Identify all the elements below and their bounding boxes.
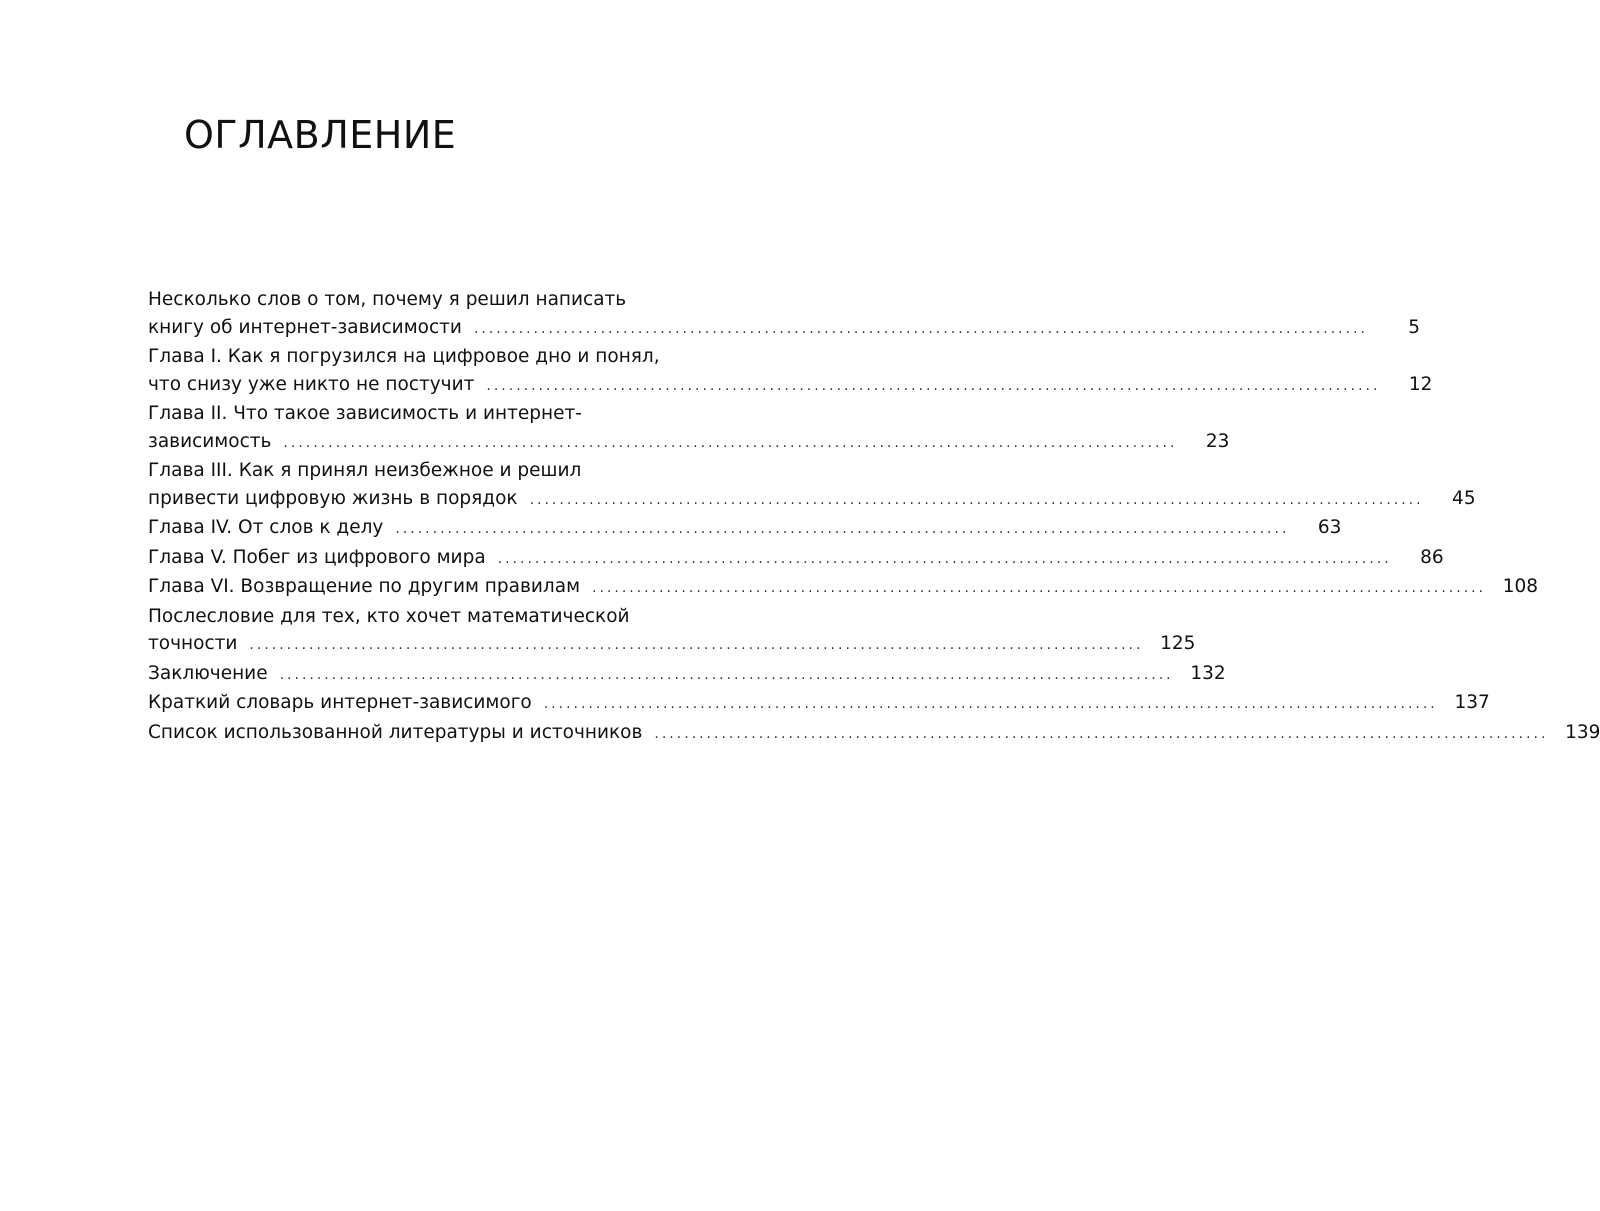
- dot-leader: ........................................................................................................................: [473, 320, 1368, 337]
- toc-entry-text: Несколько слов о том, почему я решил написать: [148, 289, 627, 310]
- toc-entry-text: зависимость: [148, 430, 272, 452]
- toc-entry-text: Глава VI. Возвращение по другим правилам: [148, 576, 581, 597]
- dot-leader: ........................................................................................................................: [249, 637, 1144, 653]
- toc-entry-text: что снизу уже никто не постучит: [148, 373, 475, 395]
- page-number: 23: [1205, 430, 1230, 452]
- toc-entry: [148, 689, 1490, 719]
- toc-entry: [148, 544, 1444, 574]
- toc-entry: [148, 603, 1196, 660]
- page-number: 12: [1408, 373, 1433, 395]
- page-number: 86: [1420, 546, 1444, 568]
- toc-entry-text: Заключение: [148, 662, 268, 684]
- page-number: 5: [1408, 316, 1420, 338]
- dot-leader: ........................................................................................................................: [486, 377, 1381, 394]
- toc-entry: [148, 660, 1226, 690]
- toc-entry: [148, 343, 1433, 400]
- toc-entry-text: Глава II. Что такое зависимость и интернет-: [148, 403, 582, 424]
- toc-entry: [148, 457, 1476, 514]
- dot-leader: ........................................................................................................................: [279, 666, 1174, 683]
- toc-entry: [148, 573, 1539, 603]
- toc-entry-text: Глава III. Как я принял неизбежное и решил: [148, 460, 582, 481]
- page-number: 63: [1317, 517, 1342, 538]
- toc-entry-text: Краткий словарь интернет-зависимого: [148, 692, 532, 713]
- toc-entry: [148, 286, 1420, 343]
- dot-leader: ........................................................................................................................: [283, 434, 1178, 451]
- toc-entry-text: Глава V. Побег из цифрового мира: [148, 546, 486, 568]
- dot-leader: ........................................................................................................................: [654, 725, 1549, 742]
- toc-entry: [148, 400, 1230, 457]
- table-of-contents: [148, 286, 1600, 748]
- toc-entry-text: Список использованной литературы и источников: [148, 721, 643, 743]
- page-number: 108: [1502, 576, 1539, 597]
- toc-entry: [148, 514, 1342, 544]
- dot-leader: ........................................................................................................................: [529, 491, 1424, 508]
- toc-entry-text: Послесловие для тех, кто хочет математической: [148, 605, 630, 627]
- page-title: ОГЛАВЛЕНИЕ: [184, 113, 457, 157]
- page-number: 132: [1190, 662, 1226, 684]
- toc-entry-text: Глава I. Как я погрузился на цифровое дно и понял,: [148, 346, 660, 367]
- page-number: 125: [1160, 633, 1196, 654]
- toc-entry-text: книгу об интернет-зависимости: [148, 316, 462, 338]
- toc-entry-text: точности: [148, 633, 238, 654]
- dot-leader: ........................................................................................................................: [592, 580, 1487, 596]
- toc-entry: [148, 719, 1600, 749]
- toc-entry-text: привести цифровую жизнь в порядок: [148, 487, 518, 509]
- dot-leader: ........................................................................................................................: [395, 521, 1290, 537]
- toc-entry-text: Глава IV. От слов к делу: [148, 517, 384, 538]
- page-number: 139: [1565, 721, 1600, 743]
- page-number: 137: [1454, 692, 1490, 713]
- dot-leader: ........................................................................................................................: [543, 696, 1438, 712]
- dot-leader: ........................................................................................................................: [497, 550, 1392, 567]
- page-number: 45: [1452, 487, 1476, 509]
